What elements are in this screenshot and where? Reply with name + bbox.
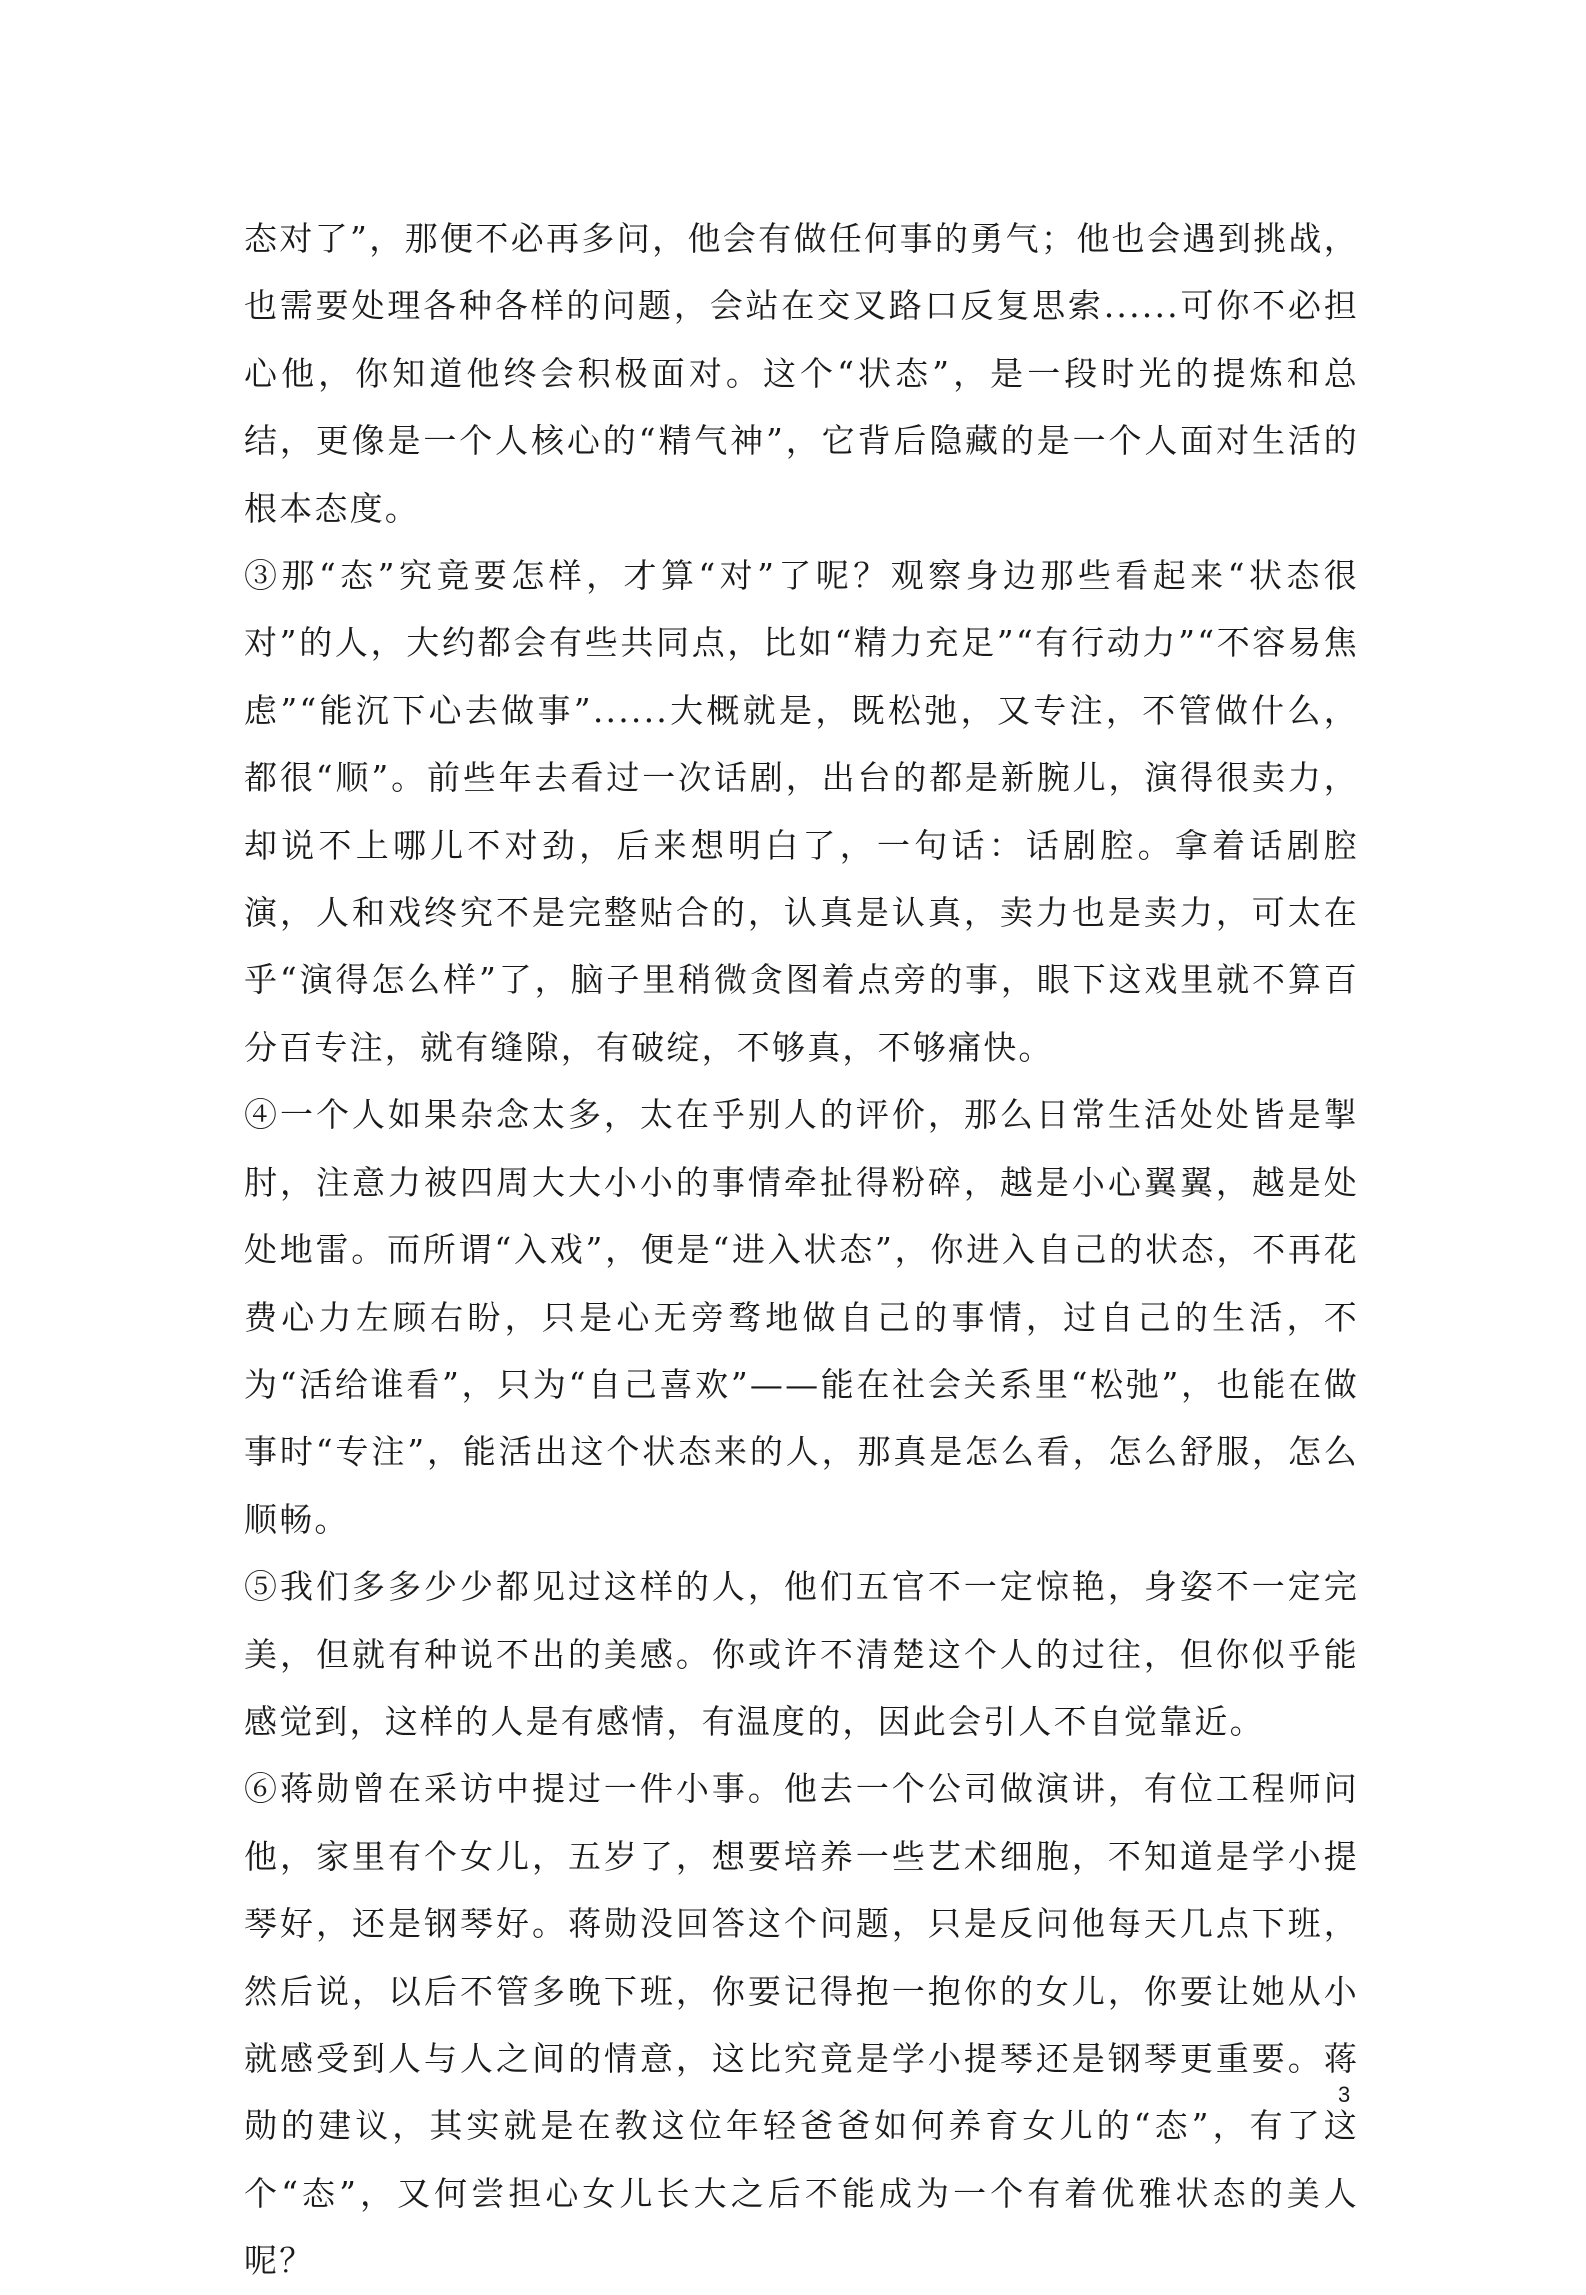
paragraph-continued: 态对了”，那便不必再多问，他会有做任何事的勇气；他也会遇到挑战，也需要处理各种各样的问题，会站在交叉路口反复思索......可你不必担心他，你知道他终会积极面对。这个“状态”，是一段时光的提炼和总结，更像是一个人核心的“精气神”，它背后隐藏的是一个人面对生活的根本态度。 bbox=[244, 219, 1359, 528]
paragraph-3: ③那“态”究竟要怎样，才算“对”了呢？观察身边那些看起来“状态很对”的人，大约都会有些共同点，比如“精力充足”“有行动力”“不容易焦虑”“能沉下心去做事”......大概就是，既松弛，又专注，不管做什么，都很“顺”。前些年去看过一次话剧，出台的都是新腕儿，演得很卖力，却说不上哪儿不对劲，后来想明白了，一句话：话剧腔。拿着话剧腔演，人和戏终究不是完整贴合的，认真是认真，卖力也是卖力，可太在乎“演得怎么样”了，脑子里稍微贪图着点旁的事，眼下这戏里就不算百分百专注，就有缝隙，有破绽，不够真，不够痛快。 bbox=[244, 556, 1359, 1067]
body-text bbox=[244, 205, 1359, 2295]
paragraph-4: ④一个人如果杂念太多，太在乎别人的评价，那么日常生活处处皆是掣肘，注意力被四周大大小小的事情牵扯得粉碎，越是小心翼翼，越是处处地雷。而所谓“入戏”，便是“进入状态”，你进入自己的状态，不再花费心力左顾右盼，只是心无旁骛地做自己的事情，过自己的生活，不为“活给谁看”，只为“自己喜欢”——能在社会关系里“松弛”，也能在做事时“专注”，能活出这个状态来的人，那真是怎么看，怎么舒服，怎么顺畅。 bbox=[244, 1095, 1359, 1539]
paragraph-5: ⑤我们多多少少都见过这样的人，他们五官不一定惊艳，身姿不一定完美，但就有种说不出的美感。你或许不清楚这个人的过往，但你似乎能感觉到，这样的人是有感情，有温度的，因此会引人不自觉靠近。 bbox=[244, 1567, 1359, 1741]
page-number: 3 bbox=[1338, 2082, 1351, 2107]
paragraph-6: ⑥蒋勋曾在采访中提过一件小事。他去一个公司做演讲，有位工程师问他，家里有个女儿，五岁了，想要培养一些艺术细胞，不知道是学小提琴好，还是钢琴好。蒋勋没回答这个问题，只是反问他每天几点下班，然后说，以后不管多晚下班，你要记得抱一抱你的女儿，你要让她从小就感受到人与人之间的情意，这比究竟是学小提琴还是钢琴更重要。蒋勋的建议，其实就是在教这位年轻爸爸如何养育女儿的“态”，有了这个“态”，又何尝担心女儿长大之后不能成为一个有着优雅状态的美人呢？ bbox=[244, 1769, 1359, 2281]
